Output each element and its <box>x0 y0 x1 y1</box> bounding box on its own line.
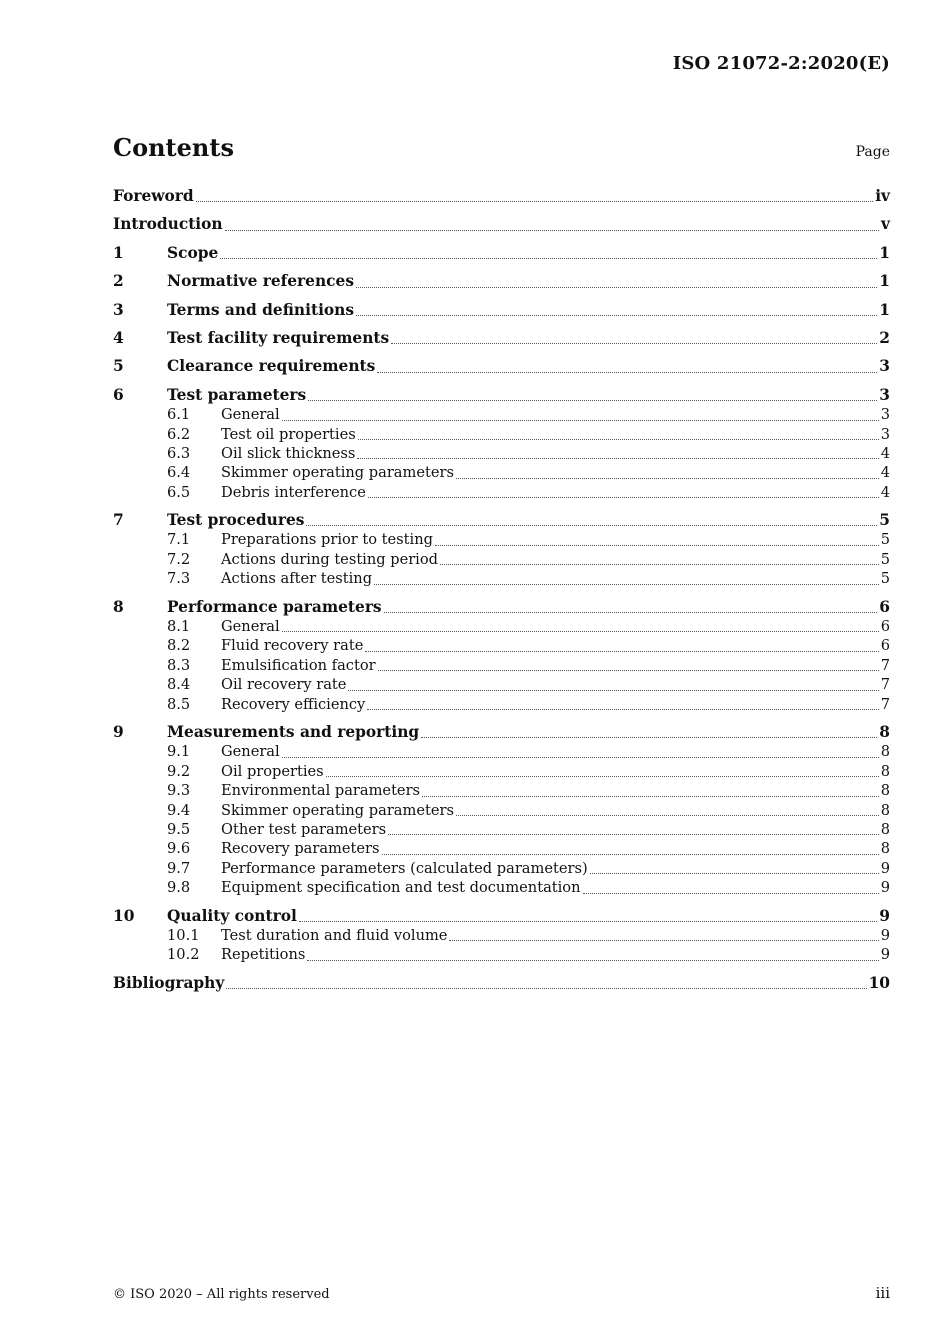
toc-entry-number: 8.4 <box>167 676 191 694</box>
toc-group <box>113 598 890 714</box>
toc-entry[interactable] <box>113 723 890 742</box>
toc-entry-title: Equipment specification and test documentation <box>221 879 581 897</box>
dot-leader <box>358 438 879 440</box>
toc-entry-number: 6.2 <box>167 425 191 443</box>
toc-entry-number: 9.8 <box>167 879 191 897</box>
toc-subentry[interactable] <box>113 405 890 424</box>
toc-entry-page: 9 <box>880 859 890 877</box>
contents-heading-row <box>113 133 890 162</box>
toc-subentry[interactable] <box>113 656 890 675</box>
toc-entry-title: Quality control <box>167 906 297 925</box>
toc-entry-title: Oil properties <box>221 762 324 780</box>
toc-entry[interactable] <box>113 187 890 206</box>
toc-entry-number: 8 <box>113 597 124 616</box>
toc-entry-number: 9.3 <box>167 782 191 800</box>
toc-entry-page: iv <box>875 187 890 205</box>
toc-entry[interactable] <box>113 386 890 405</box>
toc-entry-page: 1 <box>879 243 890 262</box>
toc-group <box>113 215 890 234</box>
toc-entry-title: Actions during testing period <box>221 550 438 568</box>
toc-entry-page: 10 <box>868 973 890 992</box>
toc-entry-number: 8.1 <box>167 618 191 636</box>
dot-leader <box>357 457 878 459</box>
toc-entry-number: 8.2 <box>167 637 191 655</box>
toc-subentry[interactable] <box>113 742 890 761</box>
toc-group <box>113 357 890 376</box>
dot-leader <box>583 892 879 894</box>
toc-entry-page: 4 <box>880 444 890 462</box>
toc-entry-number: 3 <box>113 300 124 319</box>
toc-entry-number: 9.5 <box>167 820 191 838</box>
toc-entry-title: Oil recovery rate <box>221 676 347 694</box>
toc-entry-number: 9.6 <box>167 840 191 858</box>
toc-entry-number: 5 <box>113 357 124 376</box>
dot-leader <box>456 814 879 816</box>
dot-leader <box>196 200 874 202</box>
dot-leader <box>220 257 877 259</box>
toc-entry-number: 7.3 <box>167 570 191 588</box>
dot-leader <box>391 342 877 344</box>
toc-group <box>113 386 890 502</box>
toc-group <box>113 187 890 206</box>
copyright-notice: © ISO 2020 – All rights reserved <box>113 1287 330 1302</box>
toc-entry-number: 8.3 <box>167 656 191 674</box>
toc-group <box>113 974 890 993</box>
page-number: iii <box>875 1284 890 1302</box>
toc-entry-number: 4 <box>113 328 124 347</box>
toc-subentry[interactable] <box>113 550 890 569</box>
dot-leader <box>307 959 878 961</box>
toc-entry-title: Actions after testing <box>221 570 373 588</box>
toc-entry-page: 7 <box>880 676 890 694</box>
toc-entry-page: 5 <box>880 531 890 549</box>
toc-entry[interactable] <box>113 272 890 291</box>
toc-entry-title: Measurements and reporting <box>167 722 420 741</box>
dot-leader <box>356 314 877 316</box>
toc-subentry[interactable] <box>113 839 890 858</box>
toc-entry-number: 6 <box>113 385 124 404</box>
toc-entry-page: 8 <box>880 820 890 838</box>
dot-leader <box>365 650 878 652</box>
toc-entry-title: General <box>221 743 280 761</box>
document-id: ISO 21072-2:2020(E) <box>672 53 890 74</box>
toc-entry-title: Skimmer operating parameters <box>221 464 454 482</box>
toc-entry[interactable] <box>113 357 890 376</box>
toc-entry-page: 9 <box>879 906 890 925</box>
toc-entry-page: 6 <box>880 618 890 636</box>
toc-entry-page: 8 <box>880 801 890 819</box>
toc-entry-title: Emulsification factor <box>221 656 376 674</box>
toc-entry-page: 1 <box>879 272 890 291</box>
dot-leader <box>590 872 879 874</box>
toc-entry-number: 7 <box>113 511 124 530</box>
toc-entry[interactable] <box>113 244 890 263</box>
toc-entry-page: 5 <box>880 570 890 588</box>
toc-entry-title: Clearance requirements <box>167 357 376 376</box>
page-footer <box>113 1284 890 1302</box>
toc-entry-page: 3 <box>879 385 890 404</box>
toc-entry[interactable] <box>113 598 890 617</box>
toc-subentry[interactable] <box>113 859 890 878</box>
toc-entry-page: 5 <box>879 511 890 530</box>
toc-entry-title: Fluid recovery rate <box>221 637 364 655</box>
dot-leader <box>388 833 879 835</box>
toc-entry-title: Other test parameters <box>221 820 387 838</box>
toc-entry-page: 4 <box>880 464 890 482</box>
toc-entry[interactable] <box>113 215 890 234</box>
toc-entry-number: 10 <box>113 906 135 925</box>
toc-entry-number: 6.5 <box>167 483 191 501</box>
dot-leader <box>440 563 879 565</box>
toc-entry[interactable] <box>113 907 890 926</box>
toc-entry-page: 8 <box>880 782 890 800</box>
toc-entry-title: Performance parameters (calculated parameters) <box>221 859 588 877</box>
toc-subentry[interactable] <box>113 463 890 482</box>
dot-leader <box>225 229 879 231</box>
toc-subentry[interactable] <box>113 675 890 694</box>
toc-entry-page: 8 <box>880 840 890 858</box>
toc-entry-page: 9 <box>880 879 890 897</box>
dot-leader <box>456 477 879 479</box>
toc-entry-page: 7 <box>880 656 890 674</box>
toc-entry-page: 4 <box>880 483 890 501</box>
toc-entry-page: 6 <box>880 637 890 655</box>
dot-leader <box>422 795 879 797</box>
toc-entry-page: 9 <box>880 946 890 964</box>
toc-entry-page: 8 <box>880 743 890 761</box>
toc-entry-number: 6.1 <box>167 406 191 424</box>
dot-leader <box>382 853 879 855</box>
toc-entry-number: 6.3 <box>167 444 191 462</box>
toc-group <box>113 301 890 320</box>
toc-entry-title: Repetitions <box>221 946 306 964</box>
toc-entry-number: 9.7 <box>167 859 191 877</box>
dot-leader <box>435 544 879 546</box>
toc-group <box>113 511 890 589</box>
toc-entry-title: Test facility requirements <box>167 328 390 347</box>
toc-entry-title: Introduction <box>113 215 223 234</box>
toc-group <box>113 723 890 898</box>
toc-entry-page: 3 <box>879 357 890 376</box>
toc-entry-number: 10.2 <box>167 946 200 964</box>
toc-subentry[interactable] <box>113 878 890 897</box>
toc-group <box>113 272 890 291</box>
toc-entry-title: Skimmer operating parameters <box>221 801 454 819</box>
toc-subentry[interactable] <box>113 444 890 463</box>
page-column-label: Page <box>855 144 890 160</box>
dot-leader <box>378 669 879 671</box>
toc-entry-number: 9 <box>113 722 124 741</box>
toc-entry-title: Test duration and fluid volume <box>221 926 448 944</box>
toc-subentry[interactable] <box>113 695 890 714</box>
toc-group <box>113 907 890 965</box>
table-of-contents <box>113 187 890 1002</box>
toc-entry-title: Oil slick thickness <box>221 444 356 462</box>
toc-entry-title: Recovery efficiency <box>221 695 366 713</box>
toc-entry-page: 9 <box>880 926 890 944</box>
toc-subentry[interactable] <box>113 569 890 588</box>
dot-leader <box>421 736 877 738</box>
toc-entry-title: Recovery parameters <box>221 840 380 858</box>
dot-leader <box>282 419 879 421</box>
toc-entry[interactable] <box>113 329 890 348</box>
toc-entry-number: 7.1 <box>167 531 191 549</box>
toc-entry-page: 8 <box>880 762 890 780</box>
toc-entry-title: Foreword <box>113 187 194 205</box>
toc-entry-page: 5 <box>880 550 890 568</box>
toc-entry-number: 7.2 <box>167 550 191 568</box>
toc-entry-number: 9.4 <box>167 801 191 819</box>
toc-subentry[interactable] <box>113 636 890 655</box>
toc-entry-number: 9.2 <box>167 762 191 780</box>
toc-entry-title: Performance parameters <box>167 597 382 616</box>
toc-entry[interactable] <box>113 974 890 993</box>
dot-leader <box>377 371 877 373</box>
toc-entry-title: Test parameters <box>167 385 307 404</box>
toc-entry-number: 2 <box>113 272 124 291</box>
dot-leader <box>306 524 877 526</box>
toc-entry-title: Bibliography <box>113 973 225 992</box>
toc-entry-title: General <box>221 406 280 424</box>
dot-leader <box>308 399 877 401</box>
toc-entry-title: Test oil properties <box>221 425 356 443</box>
toc-subentry[interactable] <box>113 820 890 839</box>
dot-leader <box>356 286 877 288</box>
toc-subentry[interactable] <box>113 762 890 781</box>
toc-entry-number: 9.1 <box>167 743 191 761</box>
dot-leader <box>348 689 878 691</box>
dot-leader <box>282 630 879 632</box>
toc-entry-page: 8 <box>879 722 890 741</box>
toc-entry-title: Scope <box>167 243 219 262</box>
toc-entry-number: 1 <box>113 243 124 262</box>
toc-entry-title: Normative references <box>167 272 354 291</box>
toc-subentry[interactable] <box>113 425 890 444</box>
toc-entry-page: 2 <box>879 328 890 347</box>
toc-subentry[interactable] <box>113 945 890 964</box>
toc-entry-number: 6.4 <box>167 464 191 482</box>
dot-leader <box>367 708 878 710</box>
toc-entry-title: Debris interference <box>221 483 366 501</box>
dot-leader <box>368 496 879 498</box>
toc-subentry[interactable] <box>113 801 890 820</box>
toc-entry-number: 10.1 <box>167 926 200 944</box>
dot-leader <box>384 611 878 613</box>
toc-entry-title: General <box>221 618 280 636</box>
toc-entry-number: 8.5 <box>167 695 191 713</box>
toc-entry-page: 7 <box>880 695 890 713</box>
toc-entry-page: 1 <box>879 300 890 319</box>
dot-leader <box>299 920 877 922</box>
dot-leader <box>282 756 879 758</box>
toc-entry-title: Environmental parameters <box>221 782 421 800</box>
toc-subentry[interactable] <box>113 530 890 549</box>
toc-entry-page: 3 <box>880 406 890 424</box>
toc-entry-page: v <box>881 215 890 234</box>
toc-subentry[interactable] <box>113 483 890 502</box>
toc-entry-page: 6 <box>879 597 890 616</box>
toc-group <box>113 244 890 263</box>
toc-entry-title: Terms and definitions <box>167 300 355 319</box>
toc-entry[interactable] <box>113 511 890 530</box>
dot-leader <box>326 775 879 777</box>
dot-leader <box>374 583 879 585</box>
toc-group <box>113 329 890 348</box>
dot-leader <box>226 987 866 989</box>
contents-title: Contents <box>113 133 234 162</box>
toc-entry[interactable] <box>113 301 890 320</box>
dot-leader <box>449 939 878 941</box>
toc-entry-page: 3 <box>880 425 890 443</box>
toc-subentry[interactable] <box>113 617 890 636</box>
toc-entry-title: Preparations prior to testing <box>221 531 433 549</box>
toc-entry-title: Test procedures <box>167 511 305 530</box>
toc-subentry[interactable] <box>113 926 890 945</box>
toc-subentry[interactable] <box>113 781 890 800</box>
